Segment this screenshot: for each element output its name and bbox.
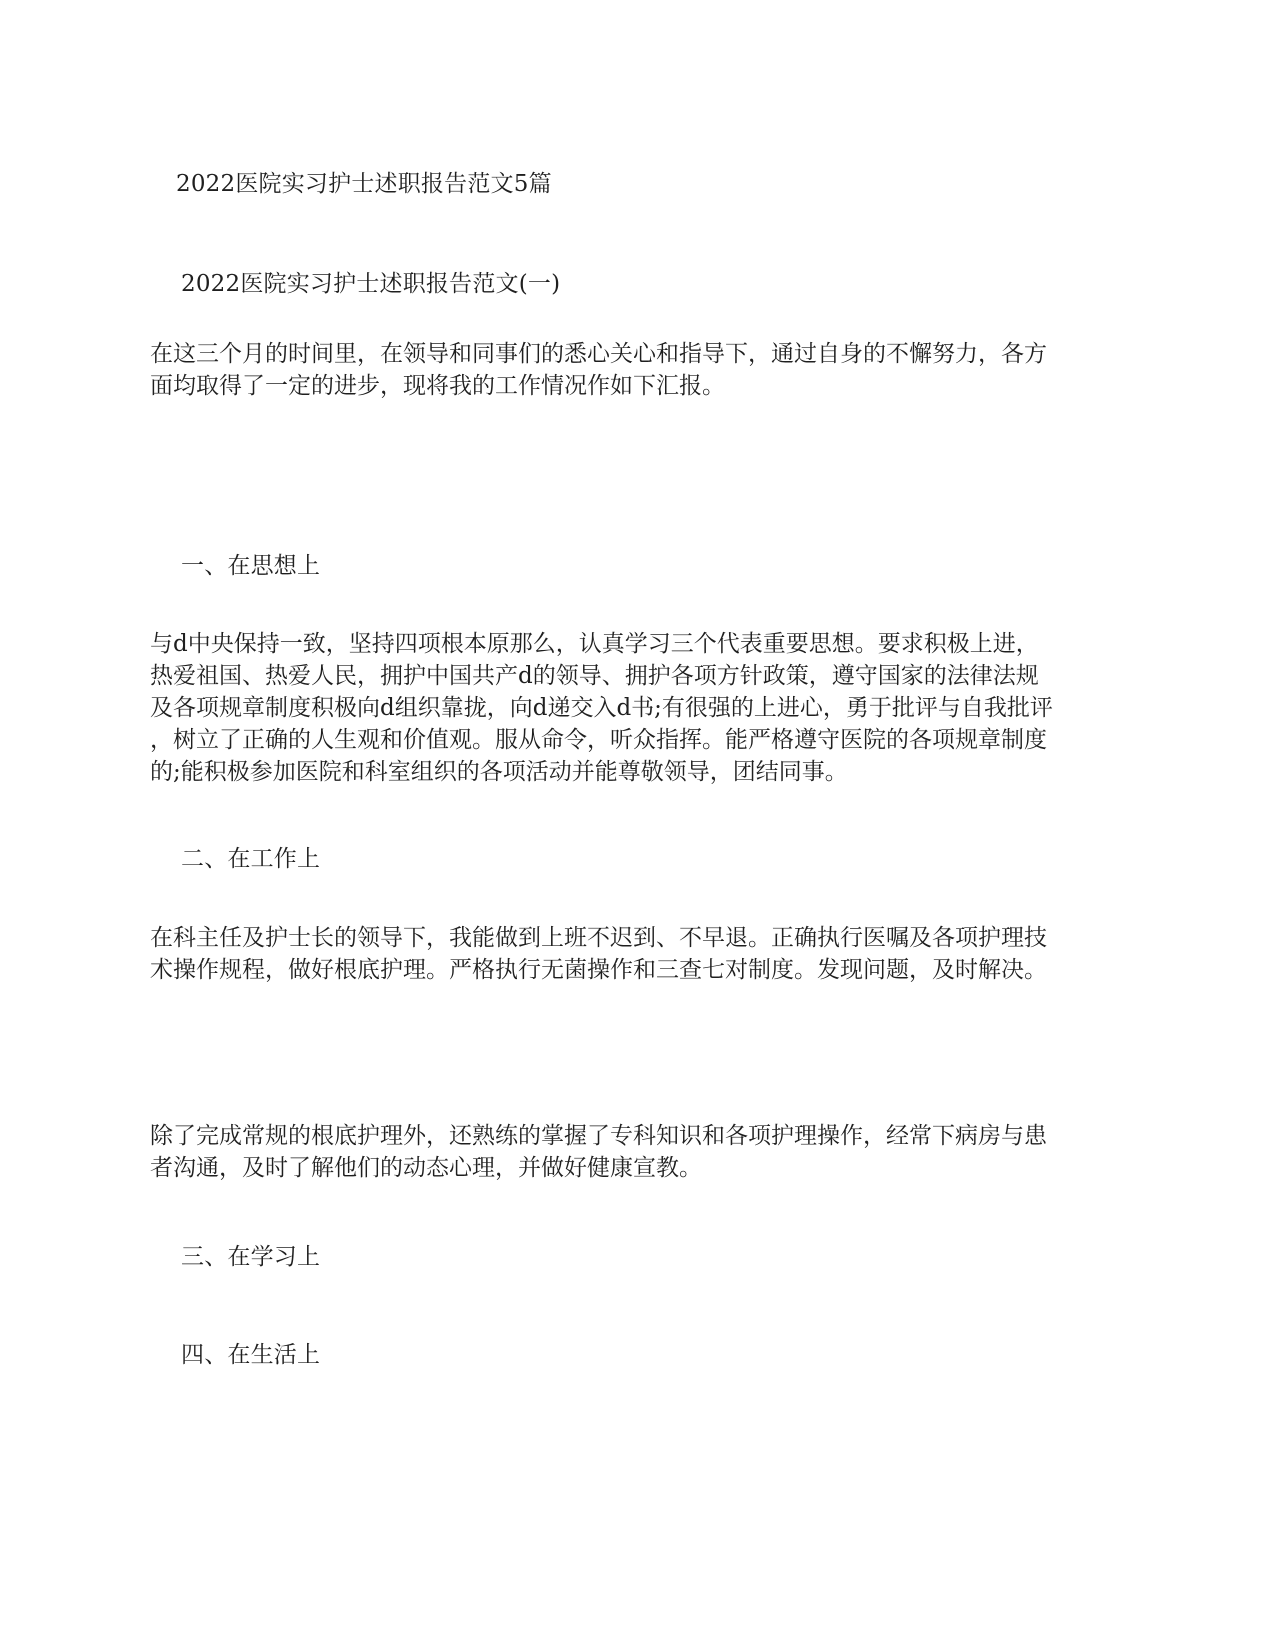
paragraph-line: 的;能积极参加医院和科室组织的各项活动并能尊敬领导，团结同事。: [150, 759, 848, 785]
paragraph-line: ，树立了正确的人生观和价值观。服从命令，听众指挥。能严格遵守医院的各项规章制度: [150, 727, 1047, 753]
paragraph-line: 在这三个月的时间里，在领导和同事们的悉心关心和指导下，通过自身的不懈努力，各方: [150, 341, 1047, 367]
section-heading-study: 三、在学习上: [181, 1244, 321, 1270]
section-heading-work: 二、在工作上: [181, 846, 321, 872]
section-paragraph-work-2: [150, 1120, 1130, 1184]
section-paragraph-thought: [150, 628, 1130, 788]
paragraph-line: 面均取得了一定的进步，现将我的工作情况作如下汇报。: [150, 373, 725, 399]
paragraph-line: 与d中央保持一致，坚持四项根本原那么，认真学习三个代表重要思想。要求积极上进，: [150, 631, 1039, 657]
intro-paragraph: [150, 338, 1130, 402]
document-title: 2022医院实习护士述职报告范文5篇: [176, 171, 552, 197]
section-heading-life: 四、在生活上: [181, 1342, 321, 1368]
paragraph-line: 在科主任及护士长的领导下，我能做到上班不迟到、不早退。正确执行医嘱及各项护理技: [150, 925, 1047, 951]
paragraph-line: 除了完成常规的根底护理外，还熟练的掌握了专科知识和各项护理操作，经常下病房与患: [150, 1123, 1047, 1149]
section-heading-thought: 一、在思想上: [181, 553, 321, 579]
paragraph-line: 及各项规章制度积极向d组织靠拢，向d递交入d书;有很强的上进心，勇于批评与自我批评: [150, 695, 1053, 721]
document-subtitle: 2022医院实习护士述职报告范文(一): [181, 271, 561, 297]
paragraph-line: 者沟通，及时了解他们的动态心理，并做好健康宣教。: [150, 1155, 702, 1181]
paragraph-line: 术操作规程，做好根底护理。严格执行无菌操作和三查七对制度。发现问题，及时解决。: [150, 957, 1047, 983]
paragraph-line: 热爱祖国、热爱人民，拥护中国共产d的领导、拥护各项方针政策，遵守国家的法律法规: [150, 663, 1039, 689]
section-paragraph-work-1: [150, 922, 1130, 986]
